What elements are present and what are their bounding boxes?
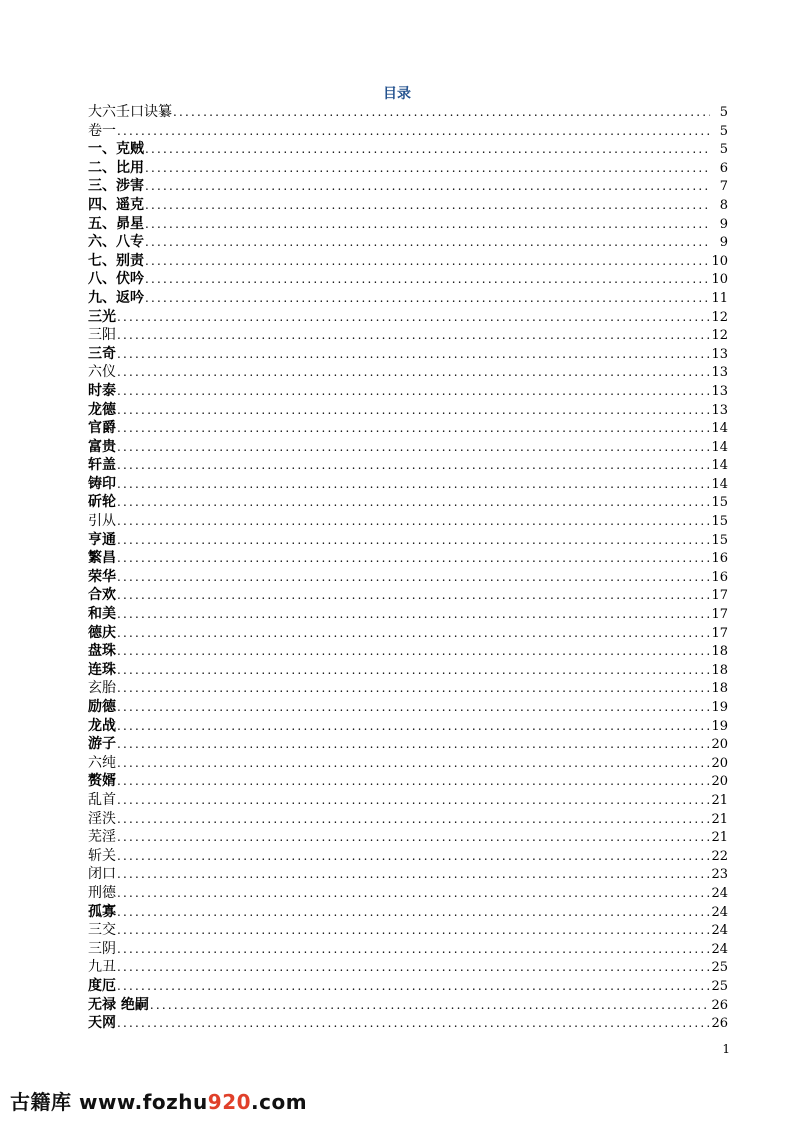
toc-entry-page[interactable]: 13 (711, 346, 728, 362)
toc-entry-page[interactable]: 22 (711, 848, 728, 864)
toc-entry[interactable] (88, 122, 728, 141)
toc-entry[interactable] (88, 103, 728, 122)
toc-entry-page[interactable]: 6 (719, 160, 728, 176)
toc-entry-label[interactable]: 闭口 (88, 866, 116, 883)
toc-entry[interactable] (88, 754, 728, 773)
toc-dot-leader (116, 363, 710, 382)
toc-entry-label[interactable]: 德庆 (88, 624, 116, 641)
toc-entry-label[interactable]: 孤寡 (88, 903, 116, 920)
toc-dot-leader (144, 252, 710, 271)
toc-entry[interactable] (88, 215, 728, 234)
toc-entry-page[interactable]: 21 (711, 830, 728, 846)
toc-dot-leader (116, 661, 710, 680)
toc-entry-label[interactable]: 连珠 (88, 661, 116, 678)
toc-entry-page[interactable]: 24 (711, 904, 728, 920)
toc-entry-page[interactable]: 18 (711, 681, 728, 697)
toc-entry-page[interactable]: 14 (711, 421, 728, 437)
toc-entry-page[interactable]: 21 (711, 792, 728, 808)
toc-entry[interactable] (88, 308, 728, 327)
toc-entry-page[interactable]: 23 (711, 867, 728, 883)
toc-dot-leader (116, 884, 710, 903)
toc-entry-label[interactable]: 三光 (88, 308, 116, 325)
toc-entry[interactable] (88, 252, 728, 271)
toc-entry-page[interactable]: 12 (711, 328, 728, 344)
toc-dot-leader (116, 642, 710, 661)
toc-dot-leader (116, 308, 710, 327)
toc-entry-page[interactable]: 13 (711, 383, 728, 399)
watermark-suffix: .com (251, 1090, 308, 1114)
toc-entry-label[interactable]: 二、比用 (88, 159, 144, 176)
toc-entry[interactable] (88, 363, 728, 382)
toc-dot-leader (144, 215, 710, 234)
toc-dot-leader (116, 940, 710, 959)
page-title: 目录 (383, 86, 411, 102)
watermark-accent: 920 (207, 1090, 252, 1114)
toc-entry[interactable] (88, 903, 728, 922)
toc-entry[interactable] (88, 456, 728, 475)
toc-entry[interactable] (88, 159, 728, 178)
toc-entry-page[interactable]: 14 (711, 458, 728, 474)
toc-entry-label[interactable]: 和美 (88, 606, 116, 623)
toc-entry-label[interactable]: 六仪 (88, 364, 116, 381)
toc-entry-page[interactable]: 5 (719, 123, 728, 139)
toc-dot-leader (144, 270, 710, 289)
toc-entry-label[interactable]: 斫轮 (88, 494, 116, 511)
toc-entry-page[interactable]: 10 (711, 272, 728, 288)
toc-dot-leader (116, 624, 710, 643)
toc-dot-leader (116, 568, 710, 587)
toc-entry[interactable] (88, 493, 728, 512)
toc-entry-label[interactable]: 三交 (88, 922, 116, 939)
toc-entry-page[interactable]: 7 (719, 179, 728, 195)
toc-entry[interactable] (88, 438, 728, 457)
toc-entry[interactable] (88, 586, 728, 605)
toc-dot-leader (116, 828, 710, 847)
toc-entry-label[interactable]: 六纯 (88, 754, 116, 771)
toc-entry-page[interactable]: 17 (711, 588, 728, 604)
toc-entry-label[interactable]: 芜淫 (88, 829, 116, 846)
toc-entry[interactable] (88, 661, 728, 680)
toc-entry-label[interactable]: 五、昴星 (88, 215, 144, 232)
toc-dot-leader (116, 754, 710, 773)
toc-dot-leader (149, 996, 710, 1015)
toc-dot-leader (116, 382, 710, 401)
toc-dot-leader (172, 103, 710, 122)
toc-entry[interactable] (88, 884, 728, 903)
toc-entry-label[interactable]: 励德 (88, 699, 116, 715)
toc-entry[interactable] (88, 642, 728, 661)
toc-entry-page[interactable]: 20 (711, 774, 728, 790)
toc-entry-label[interactable]: 乱首 (88, 791, 116, 808)
toc-dot-leader (144, 233, 710, 252)
toc-entry[interactable] (88, 624, 728, 643)
toc-entry[interactable] (88, 717, 728, 736)
toc-entry[interactable] (88, 1014, 728, 1033)
toc-dot-leader (116, 921, 710, 940)
toc-dot-leader (116, 903, 710, 922)
toc-entry-label[interactable]: 三、涉害 (88, 178, 144, 195)
toc-entry-page[interactable]: 17 (711, 607, 728, 623)
toc-entry-page[interactable]: 9 (719, 216, 728, 232)
toc-dot-leader (116, 531, 710, 550)
toc-entry-label[interactable]: 度厄 (88, 977, 116, 994)
toc-dot-leader (144, 196, 710, 215)
toc-entry[interactable] (88, 679, 728, 698)
toc-entry-page[interactable]: 16 (711, 569, 728, 585)
toc-entry-label[interactable]: 繁昌 (88, 550, 116, 567)
toc-entry-label[interactable]: 刑德 (88, 884, 116, 901)
toc-entry-label[interactable]: 九、返吟 (88, 289, 144, 306)
toc-entry-label[interactable]: 引从 (88, 513, 116, 530)
toc-entry-label[interactable]: 六、八专 (88, 234, 144, 251)
toc-entry[interactable] (88, 401, 728, 420)
toc-entry[interactable] (88, 958, 728, 977)
toc-entry-label[interactable]: 盘珠 (88, 643, 116, 660)
toc-dot-leader (116, 512, 710, 531)
toc-entry-label[interactable]: 游子 (88, 736, 116, 753)
toc-entry-page[interactable]: 15 (711, 532, 728, 548)
toc-dot-leader (116, 717, 710, 736)
toc-entry-label[interactable]: 亨通 (88, 531, 116, 548)
watermark-prefix: 古籍库 www.fozhu (10, 1090, 208, 1114)
toc-entry[interactable] (88, 847, 728, 866)
toc-entry-page[interactable]: 13 (711, 402, 728, 418)
toc-dot-leader (144, 159, 710, 178)
toc-entry-page[interactable]: 21 (711, 811, 728, 827)
toc-entry-label[interactable]: 斩关 (88, 847, 116, 864)
toc-entry[interactable] (88, 996, 728, 1015)
toc-entry-page[interactable]: 18 (711, 662, 728, 678)
toc-entry[interactable] (88, 940, 728, 959)
toc-dot-leader (116, 586, 710, 605)
toc-entry-label[interactable]: 龙德 (88, 401, 116, 418)
toc-entry-label[interactable]: 赘婿 (88, 773, 116, 790)
toc-entry-page[interactable]: 14 (711, 476, 728, 492)
toc-entry-label[interactable]: 三奇 (88, 345, 116, 362)
toc-entry-page[interactable]: 11 (711, 290, 728, 306)
toc-entry[interactable] (88, 177, 728, 196)
toc-dot-leader (116, 122, 710, 141)
toc-entry-page[interactable]: 18 (711, 644, 728, 660)
toc-entry-label[interactable]: 淫泆 (88, 810, 116, 827)
toc-entry[interactable] (88, 270, 728, 289)
toc-entry-label[interactable]: 富贵 (88, 438, 116, 455)
toc-entry-label[interactable]: 玄胎 (88, 680, 116, 697)
toc-entry-page[interactable]: 25 (711, 978, 728, 994)
toc-dot-leader (144, 140, 710, 159)
toc-dot-leader (116, 865, 710, 884)
toc-entry-label[interactable]: 时泰 (88, 382, 116, 399)
toc-entry-page[interactable]: 14 (711, 439, 728, 455)
watermark (10, 1086, 307, 1115)
toc-dot-leader (116, 810, 710, 829)
toc-dot-leader (116, 401, 710, 420)
toc-dot-leader (116, 791, 710, 810)
toc-dot-leader (144, 177, 710, 196)
toc-entry-page[interactable]: 20 (711, 755, 728, 771)
toc-entry[interactable] (88, 345, 728, 364)
toc-entry[interactable] (88, 140, 728, 159)
toc-dot-leader (116, 735, 710, 754)
toc-entry-page[interactable]: 5 (719, 105, 728, 120)
toc-entry-label[interactable]: 官爵 (88, 420, 116, 437)
toc-entry-page[interactable]: 24 (711, 923, 728, 939)
toc-entry[interactable] (88, 772, 728, 791)
toc-entry-label[interactable]: 荣华 (88, 568, 116, 585)
toc-entry[interactable] (88, 233, 728, 252)
toc-entry-label[interactable]: 铸印 (88, 475, 116, 492)
toc-entry[interactable] (88, 698, 728, 717)
toc-dot-leader (116, 345, 710, 364)
toc-entry[interactable] (88, 921, 728, 940)
toc-entry[interactable] (88, 382, 728, 401)
toc-entry-label[interactable]: 七、别责 (88, 252, 144, 269)
toc-entry[interactable] (88, 568, 728, 587)
toc-dot-leader (116, 326, 710, 345)
toc-entry-label[interactable]: 九丑 (88, 959, 116, 976)
toc-dot-leader (116, 958, 710, 977)
toc-entry-page[interactable]: 17 (711, 625, 728, 641)
toc-entry-label[interactable]: 四、遥克 (88, 196, 144, 213)
toc-entry-label[interactable]: 大六壬口诀纂 (88, 104, 172, 120)
toc-entry-page[interactable]: 9 (719, 235, 728, 251)
toc-entry[interactable] (88, 531, 728, 550)
toc-dot-leader (116, 438, 710, 457)
toc-dot-leader (116, 679, 710, 698)
toc-entry-label[interactable]: 三阳 (88, 327, 116, 344)
toc-entry[interactable] (88, 326, 728, 345)
toc-entry-label[interactable]: 合欢 (88, 587, 116, 604)
toc-entry[interactable] (88, 977, 728, 996)
toc-entry[interactable] (88, 810, 728, 829)
toc-entry-page[interactable]: 20 (711, 737, 728, 753)
toc-entry[interactable] (88, 419, 728, 438)
toc-entry-page[interactable]: 26 (711, 997, 728, 1013)
toc-entry-page[interactable]: 12 (711, 309, 728, 325)
table-of-contents (88, 103, 728, 1033)
toc-dot-leader (116, 493, 710, 512)
toc-entry-page[interactable]: 19 (711, 718, 728, 734)
toc-dot-leader (116, 419, 710, 438)
toc-entry-page[interactable]: 13 (711, 365, 728, 381)
toc-entry-page[interactable]: 5 (719, 142, 728, 158)
toc-entry[interactable] (88, 196, 728, 215)
toc-entry[interactable] (88, 605, 728, 624)
toc-dot-leader (116, 977, 710, 996)
toc-entry-label[interactable]: 无禄 绝嗣 (88, 996, 149, 1013)
toc-dot-leader (144, 289, 710, 308)
toc-entry[interactable] (88, 828, 728, 847)
toc-entry-label[interactable]: 轩盖 (88, 457, 116, 474)
toc-entry-label[interactable]: 八、伏吟 (88, 271, 144, 288)
toc-entry-page[interactable]: 16 (711, 551, 728, 567)
toc-entry-page[interactable]: 15 (711, 495, 728, 511)
toc-entry-page[interactable]: 19 (711, 700, 728, 715)
toc-entry-label[interactable]: 龙战 (88, 717, 116, 734)
toc-dot-leader (116, 1014, 710, 1033)
toc-entry-page[interactable]: 24 (711, 885, 728, 901)
toc-entry[interactable] (88, 791, 728, 810)
toc-entry-page[interactable]: 10 (711, 253, 728, 269)
toc-entry-page[interactable]: 24 (711, 941, 728, 957)
toc-dot-leader (116, 456, 710, 475)
toc-dot-leader (116, 847, 710, 866)
toc-dot-leader (116, 605, 710, 624)
toc-entry-label[interactable]: 三阴 (88, 940, 116, 957)
page-number: 1 (722, 1042, 730, 1056)
toc-entry[interactable] (88, 865, 728, 884)
toc-entry-label[interactable]: 天网 (88, 1015, 116, 1032)
toc-entry-page[interactable]: 25 (711, 960, 728, 976)
toc-entry-page[interactable]: 26 (711, 1016, 728, 1032)
toc-dot-leader (116, 549, 710, 568)
toc-entry[interactable] (88, 512, 728, 531)
toc-dot-leader (116, 475, 710, 494)
toc-entry-page[interactable]: 15 (711, 514, 728, 530)
toc-dot-leader (116, 698, 710, 717)
toc-entry[interactable] (88, 735, 728, 754)
toc-entry[interactable] (88, 549, 728, 568)
toc-entry[interactable] (88, 475, 728, 494)
toc-entry-page[interactable]: 8 (719, 197, 728, 213)
toc-dot-leader (116, 772, 710, 791)
toc-entry-label[interactable]: 卷一 (88, 122, 116, 139)
toc-entry-label[interactable]: 一、克贼 (88, 141, 144, 158)
toc-entry[interactable] (88, 289, 728, 308)
